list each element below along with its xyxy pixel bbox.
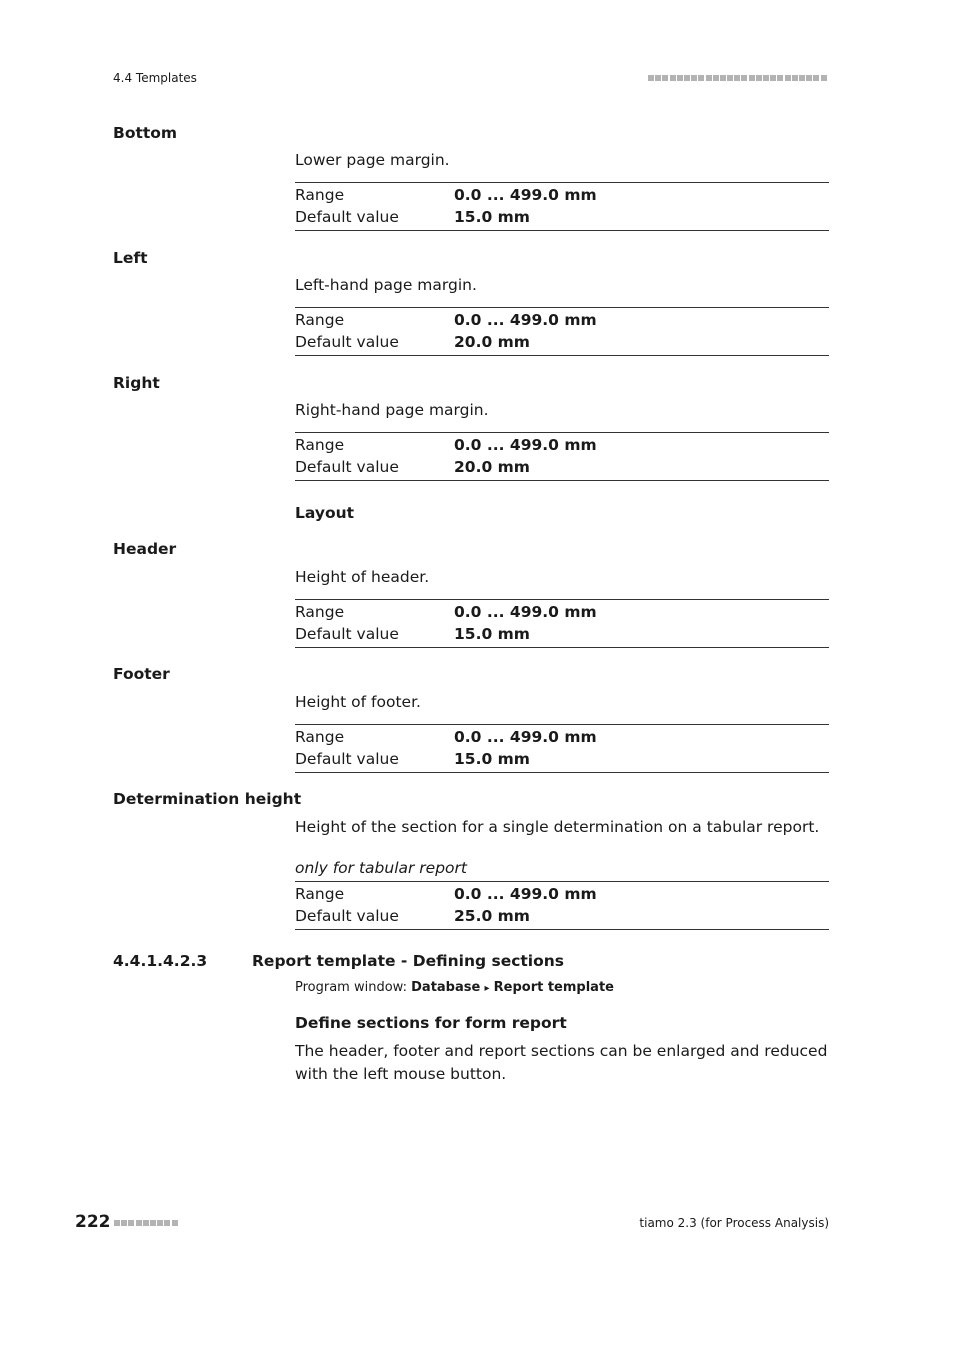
param-table-bottom — [295, 182, 829, 231]
default-label: Default value — [295, 625, 399, 643]
default-value: 15.0 mm — [454, 208, 530, 226]
param-table-determination-height — [295, 881, 829, 930]
path-item-database: Database — [411, 980, 481, 995]
range-value: 0.0 ... 499.0 mm — [454, 728, 597, 746]
default-label: Default value — [295, 750, 399, 768]
range-value: 0.0 ... 499.0 mm — [454, 436, 597, 454]
range-row — [295, 883, 829, 905]
param-name-right: Right — [113, 374, 160, 392]
range-label: Range — [295, 436, 345, 454]
param-name-footer: Footer — [113, 665, 170, 683]
param-description-determination-height: Height of the section for a single determination on a tabular report. — [295, 818, 820, 836]
param-table-header — [295, 599, 829, 648]
default-value: 25.0 mm — [454, 907, 530, 925]
product-name: tiamo 2.3 (for Process Analysis) — [639, 1216, 829, 1230]
range-row — [295, 184, 829, 206]
default-label: Default value — [295, 333, 399, 351]
header-decoration — [648, 75, 828, 81]
default-row — [295, 206, 829, 228]
param-name-header: Header — [113, 540, 177, 558]
running-header: 4.4 Templates — [113, 71, 197, 85]
param-description-footer: Height of footer. — [295, 693, 421, 711]
param-description-right: Right-hand page margin. — [295, 401, 489, 419]
default-value: 15.0 mm — [454, 750, 530, 768]
range-label: Range — [295, 603, 345, 621]
footer-decoration — [114, 1220, 179, 1226]
body-paragraph: The header, footer and report sections can be enlarged and reduced with the left mouse button. — [295, 1042, 828, 1083]
range-label: Range — [295, 885, 345, 903]
range-value: 0.0 ... 499.0 mm — [454, 311, 597, 329]
range-row — [295, 726, 829, 748]
section-number: 4.4.1.4.2.3 — [113, 952, 208, 970]
default-value: 15.0 mm — [454, 625, 530, 643]
range-label: Range — [295, 311, 345, 329]
param-description-header: Height of header. — [295, 568, 430, 586]
default-value: 20.0 mm — [454, 333, 530, 351]
default-row — [295, 623, 829, 645]
param-table-footer — [295, 724, 829, 773]
default-label: Default value — [295, 208, 399, 226]
layout-heading: Layout — [295, 504, 355, 522]
default-value: 20.0 mm — [454, 458, 530, 476]
range-row — [295, 601, 829, 623]
section-title: Report template - Defining sections — [252, 952, 565, 970]
subsection-heading: Define sections for form report — [295, 1014, 567, 1032]
param-description-left: Left-hand page margin. — [295, 276, 477, 294]
range-value: 0.0 ... 499.0 mm — [454, 186, 597, 204]
page-number: 222 — [75, 1212, 111, 1232]
param-description-bottom: Lower page margin. — [295, 151, 450, 169]
default-label: Default value — [295, 458, 399, 476]
default-row — [295, 905, 829, 927]
default-row — [295, 456, 829, 478]
param-table-right — [295, 432, 829, 481]
path-arrow-icon: ▸ — [484, 983, 490, 994]
range-label: Range — [295, 186, 345, 204]
param-name-bottom: Bottom — [113, 124, 178, 142]
range-label: Range — [295, 728, 345, 746]
range-row — [295, 309, 829, 331]
path-item-report-template: Report template — [493, 980, 614, 995]
param-note-determination-height: only for tabular report — [295, 859, 467, 877]
range-value: 0.0 ... 499.0 mm — [454, 603, 597, 621]
range-value: 0.0 ... 499.0 mm — [454, 885, 597, 903]
param-table-left — [295, 307, 829, 356]
range-row — [295, 434, 829, 456]
path-prefix: Program window: — [295, 980, 407, 995]
default-row — [295, 331, 829, 353]
param-name-determination-height: Determination height — [113, 790, 302, 808]
program-window-path — [295, 980, 614, 995]
default-row — [295, 748, 829, 770]
default-label: Default value — [295, 907, 399, 925]
param-name-left: Left — [113, 249, 148, 267]
